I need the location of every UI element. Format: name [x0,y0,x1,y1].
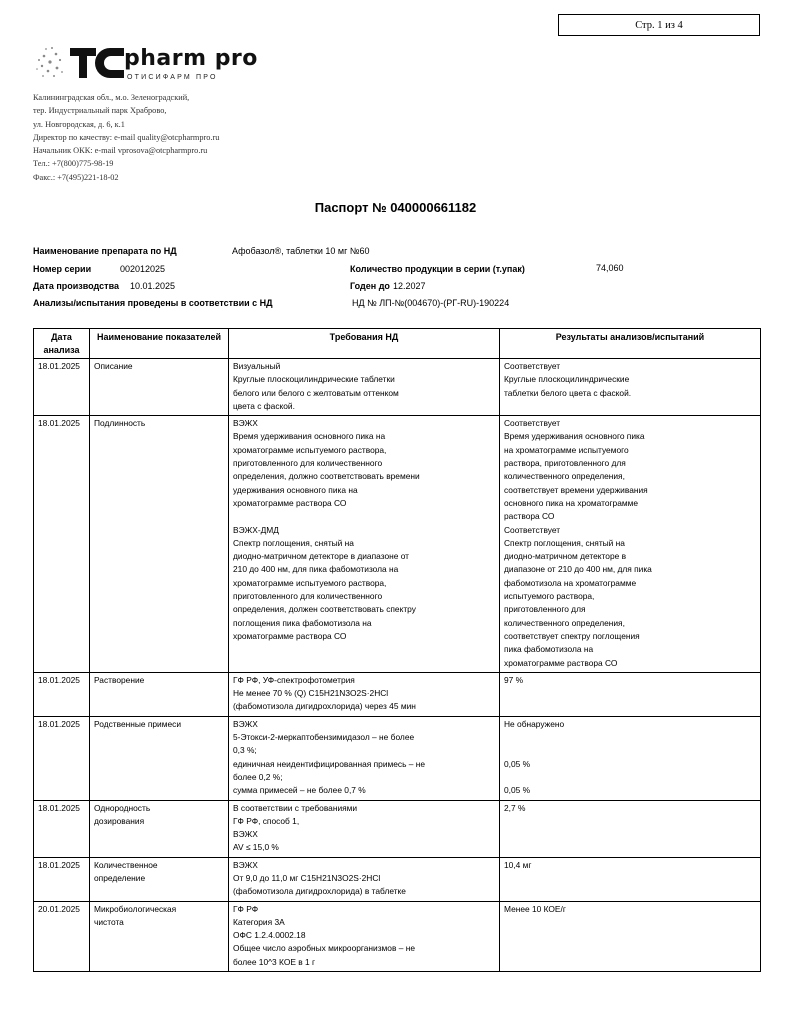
cell-line: диодно-матричном детекторе в диапазоне от [233,551,410,562]
page-number-box [558,14,760,36]
cell-line: Категория 3А [233,916,285,927]
cell-line: более 10^3 КОЕ в 1 г [233,956,316,967]
cell-line: хроматограмме раствора СО [233,497,347,508]
cell-date: 18.01.2025 [34,359,90,416]
cell-line: Спектр поглощения, снятый на [233,537,354,548]
cell-line: (фабомотизола дигидрохлорида) через 45 мин [233,701,416,712]
logo-subtitle: ОТИСИФАРМ ПРО [127,74,218,81]
series-value: 002012025 [120,264,166,274]
cell-line: Круглые плоскоцилиндрические таблетки [233,374,395,385]
cell-date: 18.01.2025 [34,716,90,800]
cell-parameter [90,800,229,857]
cell-results [500,857,761,901]
table-row [34,716,761,800]
company-line: Тел.: +7(800)775-98-19 [33,159,114,169]
blank-line [504,744,757,757]
cell-line: хроматограмме раствора СО [233,630,347,641]
cell-line: 2,7 % [504,802,526,813]
cell-requirements [229,359,500,416]
cell-line: раствора, приготовленного для [504,458,626,469]
company-line: ул. Новгородская, д. 6, к.1 [33,119,125,129]
cell-line: ВЭЖХ-ДМД [233,524,279,535]
cell-line: Количественное [94,859,158,870]
production-date-value: 10.01.2025 [130,281,176,291]
cell-line: хроматограмме испытуемого раствора, [233,444,387,455]
cell-line: 0,05 % [504,758,531,769]
header-parameter: Наименование показателей [90,329,229,359]
cell-line: ГФ РФ [233,903,259,914]
cell-line: цвета с фаской. [233,400,295,411]
blank-line [504,731,757,744]
cell-line: определение [94,872,146,883]
cell-line: определения, должно соответствовать времени [233,471,420,482]
cell-line: Растворение [94,674,145,685]
cell-line: ОФС 1.2.4.0002.18 [233,930,306,941]
table-row [34,416,761,673]
nd-value: НД № ЛП-№(004670)-(РГ-RU)-190224 [352,298,510,308]
company-line: Начальник ОКК: e-mail vprosova@otcpharmpro.ru [33,146,208,156]
cell-results [500,800,761,857]
cell-line: ВЭЖХ [233,859,258,870]
cell-requirements [229,416,500,673]
cell-line: испытуемого раствора, [504,591,595,602]
cell-results [500,359,761,416]
product-label: Наименование препарата по НД [33,246,177,256]
cell-line: приготовленного для количественного [233,591,383,602]
cell-line: белого или белого с желтоватым оттенком [233,387,399,398]
tc-letters [70,48,124,78]
page-number: Стр. 1 из 4 [635,19,683,31]
cell-results [500,901,761,971]
cell-parameter [90,672,229,716]
quantity-value: 74,060 [596,263,624,273]
quantity-label: Количество продукции в серии (т.упак) [350,264,525,274]
cell-date: 18.01.2025 [34,800,90,857]
cell-line: Подлинность [94,418,146,429]
sphere-icon [36,47,63,77]
company-line: Калининградская обл., м.о. Зеленоградский, [33,93,190,102]
cell-requirements [229,716,500,800]
cell-requirements [229,901,500,971]
cell-line: Микробиологическая [94,903,177,914]
cell-line: ГФ РФ, УФ-спектрофотометрия [233,674,355,685]
cell-line: Время удерживания основного пика [504,431,645,442]
cell-line: AV ≤ 15,0 % [233,842,279,853]
passport-title: Паспорт № 040000661182 [314,200,477,215]
cell-line: единичная неидентифицированная примесь – не [233,758,426,769]
cell-line: соответствует времени удерживания [504,484,648,495]
analysis-table [33,328,761,972]
cell-line: диапазоне от 210 до 400 нм, для пика [504,564,652,575]
cell-line: Не обнаружено [504,718,565,729]
cell-line: В соответствии с требованиями [233,802,358,813]
cell-line: От 9,0 до 11,0 мг C15H21N3O2S·2HCl [233,872,381,883]
cell-line: сумма примесей – не более 0,7 % [233,785,366,796]
table-header-row [34,329,761,359]
cell-line: более 0,2 %; [233,771,283,782]
cell-line: Родственные примеси [94,718,182,729]
cell-line: диодно-матричном детекторе в [504,551,627,562]
cell-date: 18.01.2025 [34,416,90,673]
cell-line: соответствует спектру поглощения [504,630,640,641]
cell-line: дозирования [94,815,145,826]
cell-parameter [90,359,229,416]
company-line: Факс.: +7(495)221-18-02 [33,172,119,182]
cell-results [500,672,761,716]
cell-line: 0,05 % [504,785,531,796]
cell-line: хроматограмме раствора СО [504,657,618,668]
cell-line: на хроматограмме испытуемого [504,444,629,455]
header-date: Дата анализа [34,329,90,359]
table-row [34,901,761,971]
table-row [34,857,761,901]
cell-line: Спектр поглощения, снятый на [504,537,625,548]
cell-line: поглощения пика фабомотизола на [233,617,372,628]
series-label: Номер серии [33,264,92,274]
cell-line: приготовленного для количественного [233,458,383,469]
cell-line: Менее 10 КОЕ/г [504,903,566,914]
cell-line: Визуальный [233,361,281,371]
cell-parameter [90,716,229,800]
expiry-value: 12.2027 [393,281,426,291]
table-body [34,359,761,972]
blank-line [504,771,757,784]
cell-parameter [90,416,229,673]
table-row [34,359,761,416]
cell-line: определения, должен соответствовать спектру [233,604,416,615]
cell-line: 0,3 %; [233,745,257,756]
cell-line: удерживания основного пика на [233,484,358,495]
cell-line: 10,4 мг [504,859,532,870]
cell-requirements [229,800,500,857]
expiry-label: Годен до [350,281,390,291]
cell-line: основного пика на хроматограмме [504,497,639,508]
table-row [34,672,761,716]
cell-requirements [229,672,500,716]
company-line: Директор по качеству: e-mail quality@otcpharmpro.ru [33,132,220,142]
cell-line: Не менее 70 % (Q) C15H21N3O2S·2HCl [233,688,389,699]
cell-line: Соответствует [504,418,561,429]
product-value: Афобазол®, таблетки 10 мг №60 [232,246,370,256]
cell-line: Соответствует [504,524,561,535]
cell-requirements [229,857,500,901]
logo-name: pharm pro [124,46,258,71]
cell-line: Общее число аэробных микроорганизмов – не [233,943,416,954]
cell-line: количественного определения, [504,617,625,628]
cell-line: ГФ РФ, способ 1, [233,815,300,826]
cell-line: раствора СО [504,511,555,522]
cell-line: ВЭЖХ [233,418,258,429]
cell-line: 210 до 400 нм, для пика фабомотизола на [233,564,399,575]
cell-line: количественного определения, [504,471,625,482]
cell-line: ВЭЖХ [233,829,258,840]
cell-line: Время удерживания основного пика на [233,431,386,442]
header-requirements: Требования НД [229,329,500,359]
cell-line: хроматограмме испытуемого раствора, [233,577,387,588]
cell-line: Круглые плоскоцилиндрические [504,374,630,385]
cell-line: таблетки белого цвета с фаской. [504,387,632,398]
cell-results [500,716,761,800]
cell-line: 5-Этокси-2-меркаптобензимидазол – не более [233,732,415,743]
nd-label: Анализы/испытания проведены в соответствии с НД [33,298,273,308]
table-row [34,800,761,857]
cell-line: 97 % [504,674,524,685]
cell-line: приготовленного для [504,604,586,615]
production-date-label: Дата производства [33,281,119,291]
cell-date: 18.01.2025 [34,672,90,716]
cell-line: ВЭЖХ [233,718,258,729]
cell-parameter [90,857,229,901]
cell-line: Соответствует [504,361,561,371]
cell-line: пика фабомотизола на [504,644,594,655]
company-info [33,91,219,184]
blank-line [233,510,496,523]
cell-line: чистота [94,916,124,927]
cell-parameter [90,901,229,971]
cell-line: Описание [94,361,133,371]
cell-date: 20.01.2025 [34,901,90,971]
company-line: тер. Индустриальный парк Храброво, [33,106,167,116]
header-results: Результаты анализов/испытаний [500,329,761,359]
cell-date: 18.01.2025 [34,857,90,901]
cell-line: Однородность [94,802,151,813]
cell-line: (фабомотизола дигидрохлорида) в таблетке [233,886,406,897]
cell-line: фабомотизола на хроматограмме [504,577,637,588]
cell-results [500,416,761,673]
